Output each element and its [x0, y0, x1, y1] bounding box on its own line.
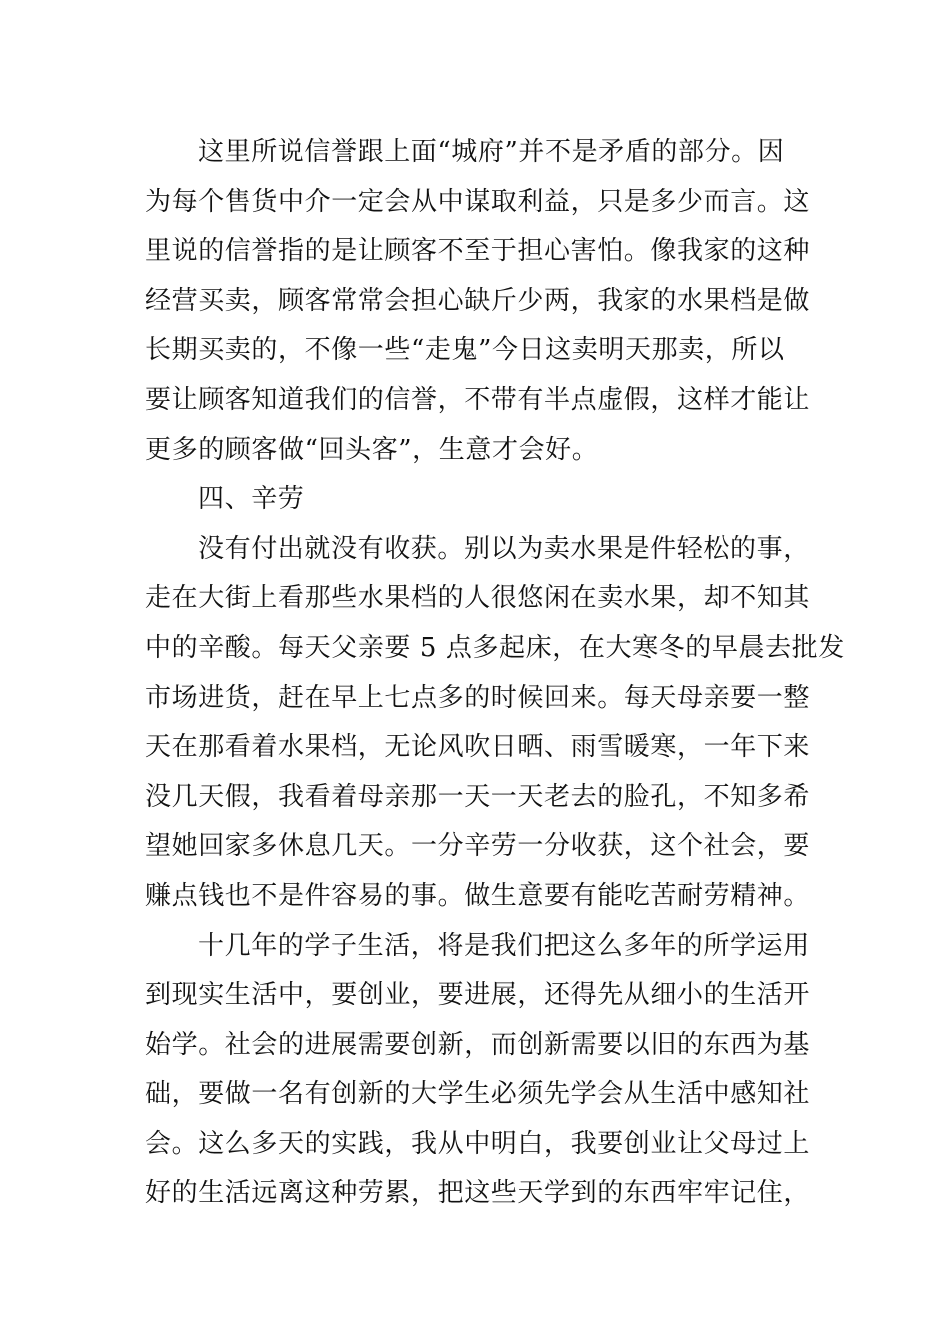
text-line: 市场进货，赶在早上七点多的时候回来。每天母亲要一整	[145, 682, 811, 713]
text-line: 这里所说信誉跟上面“城府”并不是矛盾的部分。因	[198, 137, 785, 167]
text-line: 走在大街上看那些水果档的人很悠闲在卖水果，却不知其	[145, 583, 811, 614]
text-line: 更多的顾客做“回头客”，生意才会好。	[145, 434, 599, 465]
text-line: 好的生活远离这种劳累，把这些天学到的东西牢牢记住，	[145, 1178, 811, 1209]
text-line: 中的辛酸。每天父亲要 5 点多起床，在大寒冬的早晨去批发	[145, 632, 845, 663]
text-line: 里说的信誉指的是让顾客不至于担心害怕。像我家的这种	[145, 236, 811, 267]
text-line: 赚点钱也不是件容易的事。做生意要有能吃苦耐劳精神。	[145, 880, 811, 911]
text-line: 经营买卖，顾客常常会担心缺斤少两，我家的水果档是做	[145, 285, 811, 316]
text-line: 望她回家多休息几天。一分辛劳一分收获，这个社会，要	[145, 831, 811, 862]
text-line: 要让顾客知道我们的信誉，不带有半点虚假，这样才能让	[145, 384, 811, 415]
text-line: 没有付出就没有收获。别以为卖水果是件轻松的事，	[198, 533, 810, 564]
text-line: 为每个售货中介一定会从中谋取利益，只是多少而言。这	[145, 186, 811, 217]
text-line: 十几年的学子生活，将是我们把这么多年的所学运用	[198, 930, 810, 961]
section-heading: 四、辛劳	[198, 484, 305, 515]
document-body	[145, 128, 845, 1219]
text-line: 天在那看着水果档，无论风吹日晒、雨雪暖寒，一年下来	[145, 732, 811, 763]
text-line: 没几天假，我看着母亲那一天一天老去的脸孔，不知多希	[145, 781, 811, 812]
text-line: 到现实生活中，要创业，要进展，还得先从细小的生活开	[145, 980, 811, 1011]
text-line: 始学。社会的进展需要创新，而创新需要以旧的东西为基	[145, 1029, 811, 1060]
text-line: 长期买卖的，不像一些“走鬼”今日这卖明天那卖，所以	[145, 335, 785, 366]
text-line: 会。这么多天的实践，我从中明白，我要创业让父母过上	[145, 1128, 811, 1159]
text-line: 础，要做一名有创新的大学生必须先学会从生活中感知社	[145, 1079, 811, 1110]
